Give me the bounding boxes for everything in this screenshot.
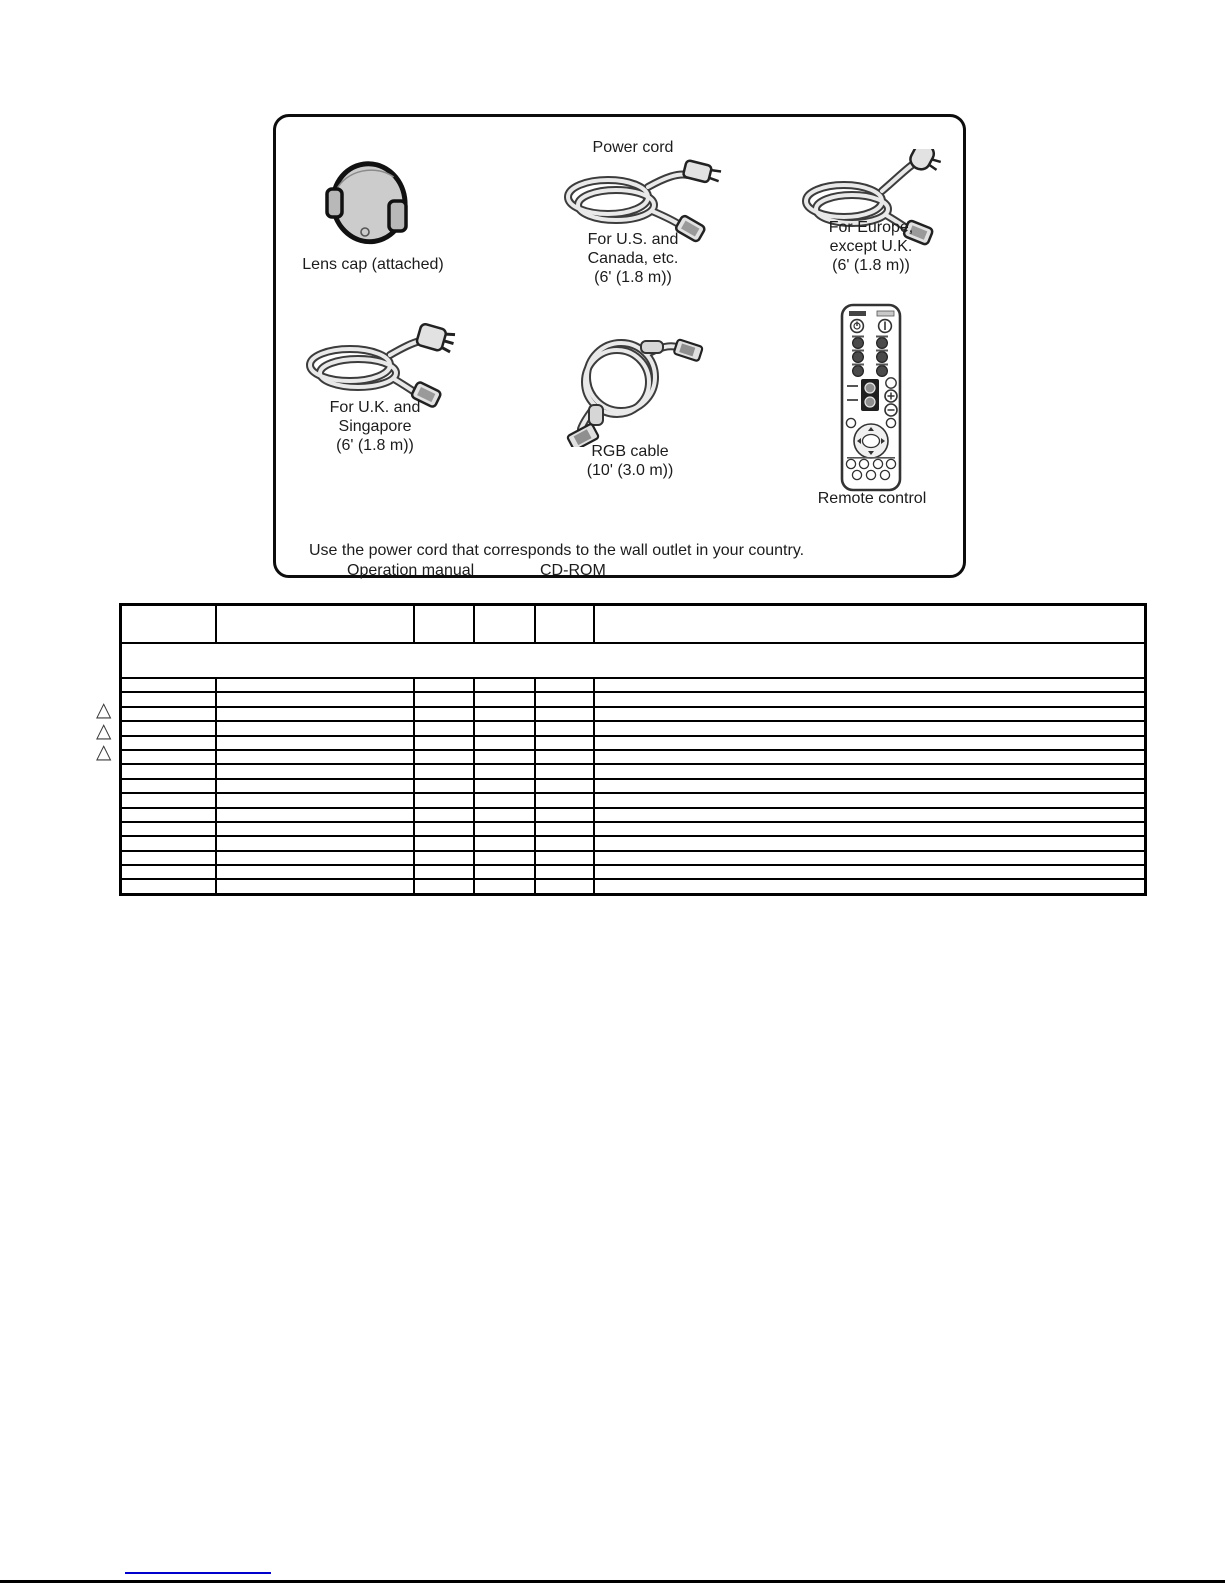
table-cell [474, 605, 535, 644]
table-cell [535, 764, 594, 778]
table-cell [594, 836, 1146, 850]
power-cord-title: Power cord [592, 139, 674, 156]
table-cell [121, 779, 216, 793]
page-bottom-rule [0, 1580, 1225, 1583]
table-cell [535, 750, 594, 764]
power-cord-uk-label: For U.K. and Singapore (6' (1.8 m)) [329, 399, 421, 454]
table-row [121, 808, 1146, 822]
table-cell [121, 721, 216, 735]
table-cell [535, 851, 594, 865]
table-cell [414, 836, 474, 850]
table-cell [594, 764, 1146, 778]
remote-control-illustration [839, 303, 903, 493]
table-cell [474, 764, 535, 778]
table-cell [594, 851, 1146, 865]
table-cell [414, 879, 474, 894]
table-cell [474, 793, 535, 807]
table-row [121, 692, 1146, 706]
table-cell [216, 764, 414, 778]
table-cell [414, 678, 474, 692]
table-cell [216, 721, 414, 735]
table-cell [121, 750, 216, 764]
table-merged-row [121, 643, 1146, 678]
remote-control-label: Remote control [817, 490, 927, 507]
table-cell [121, 692, 216, 706]
power-cord-uk-illustration [300, 323, 462, 409]
power-cord-europe-label: For Europe, except U.K. (6' (1.8 m)) [828, 219, 914, 274]
table-cell [414, 707, 474, 721]
table-cell [594, 822, 1146, 836]
table-cell [216, 808, 414, 822]
table-row [121, 678, 1146, 692]
table-cell [594, 736, 1146, 750]
table-cell [474, 865, 535, 879]
table-row [121, 851, 1146, 865]
table-cell [414, 793, 474, 807]
table-cell [474, 879, 535, 894]
table-cell [121, 793, 216, 807]
table-cell [474, 808, 535, 822]
table-cell [594, 808, 1146, 822]
table-cell [216, 879, 414, 894]
table-cell [535, 879, 594, 894]
table-row [121, 793, 1146, 807]
table-cell [216, 822, 414, 836]
table-cell [121, 707, 216, 721]
table-cell [121, 822, 216, 836]
table-cell [121, 678, 216, 692]
table-cell [535, 692, 594, 706]
table-cell [216, 779, 414, 793]
table-cell [216, 793, 414, 807]
table-cell [594, 793, 1146, 807]
rgb-cable-illustration [549, 335, 711, 447]
caution-triangle-icon: △ [96, 718, 112, 742]
table-cell [594, 879, 1146, 894]
table-cell [535, 793, 594, 807]
table-cell [414, 764, 474, 778]
power-cord-us-label: For U.S. and Canada, etc. (6' (1.8 m)) [587, 231, 679, 286]
table-cell [535, 678, 594, 692]
table-cell [535, 779, 594, 793]
table-cell [414, 736, 474, 750]
table-cell [594, 692, 1146, 706]
table-cell [474, 707, 535, 721]
table-row [121, 750, 1146, 764]
table-row [121, 822, 1146, 836]
power-cord-note: Use the power cord that corresponds to the wall outlet in your country. [309, 542, 805, 559]
table-cell [535, 605, 594, 644]
table-cell [216, 707, 414, 721]
table-cell [535, 836, 594, 850]
table-cell [594, 750, 1146, 764]
table-cell [535, 707, 594, 721]
table-cell [121, 764, 216, 778]
supplied-accessories-box [273, 114, 966, 578]
table-cell [594, 605, 1146, 644]
table-cell [121, 851, 216, 865]
table-cell [216, 692, 414, 706]
table-cell [216, 836, 414, 850]
table-cell [414, 692, 474, 706]
cd-rom-label: CD-ROM [540, 562, 606, 579]
table-header-row [121, 605, 1146, 644]
lens-cap-illustration [323, 161, 415, 249]
table-cell [414, 851, 474, 865]
table-cell [594, 678, 1146, 692]
table-row [121, 865, 1146, 879]
table-cell [414, 865, 474, 879]
table-cell [535, 822, 594, 836]
table-cell [121, 879, 216, 894]
caution-triangle-icon: △ [96, 697, 112, 721]
rgb-cable-label: RGB cable (10' (3.0 m)) [586, 443, 674, 479]
table-cell [414, 721, 474, 735]
table-cell [535, 808, 594, 822]
footer-link-underline[interactable] [125, 1572, 271, 1574]
table-cell [414, 808, 474, 822]
table-cell [216, 750, 414, 764]
caution-triangle-icon: △ [96, 739, 112, 763]
table-cell [474, 736, 535, 750]
table-cell [474, 678, 535, 692]
table-row [121, 736, 1146, 750]
table-cell [474, 750, 535, 764]
table-cell [594, 707, 1146, 721]
table-cell [594, 865, 1146, 879]
table-cell [535, 721, 594, 735]
table-cell [121, 865, 216, 879]
table-cell [216, 605, 414, 644]
table-row [121, 764, 1146, 778]
table-cell [121, 808, 216, 822]
table-cell [414, 822, 474, 836]
operation-manual-label: Operation manual [347, 562, 475, 579]
table-cell [216, 851, 414, 865]
table-cell [216, 678, 414, 692]
table-cell [535, 865, 594, 879]
table-cell [474, 692, 535, 706]
table-cell [594, 721, 1146, 735]
table-cell [121, 605, 216, 644]
spec-table [119, 603, 1147, 896]
table-cell [121, 736, 216, 750]
table-cell [474, 851, 535, 865]
table-cell [474, 836, 535, 850]
table-cell [594, 779, 1146, 793]
table-cell [474, 721, 535, 735]
table-cell [414, 605, 474, 644]
table-cell [121, 643, 1146, 678]
table-row [121, 836, 1146, 850]
table-cell [535, 736, 594, 750]
table-row [121, 879, 1146, 894]
table-cell [474, 822, 535, 836]
table-cell [414, 750, 474, 764]
table-row [121, 707, 1146, 721]
table-row [121, 779, 1146, 793]
lens-cap-label: Lens cap (attached) [302, 256, 444, 273]
table-row [121, 721, 1146, 735]
table-cell [216, 736, 414, 750]
table-cell [216, 865, 414, 879]
table-cell [121, 836, 216, 850]
table-cell [474, 779, 535, 793]
table-cell [414, 779, 474, 793]
